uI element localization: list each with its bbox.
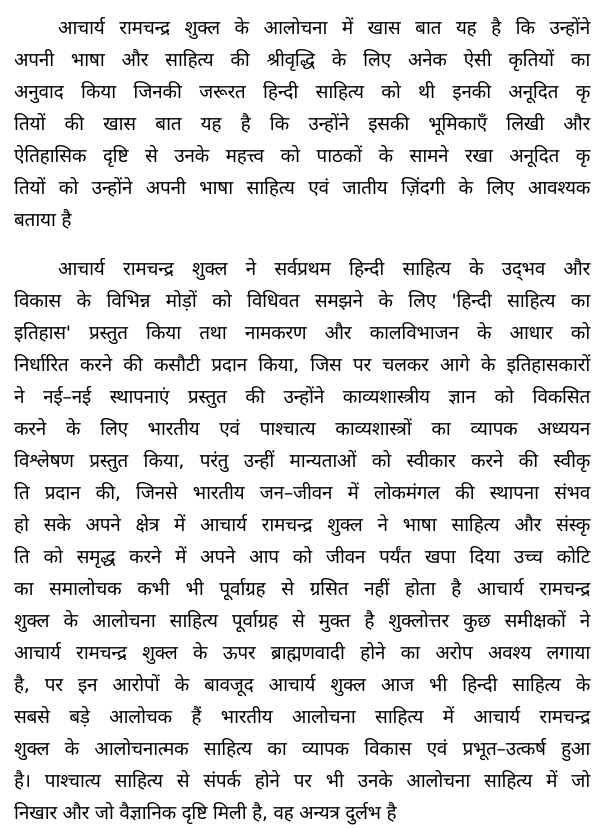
text-line: शुक्ल के आलोचनात्मक साहित्य का व्यापक विकास एवं प्रभूत–उत्कर्ष हुआ: [14, 738, 590, 760]
text-line: ति प्रदान की, जिनसे भारतीय जन–जीवन में लोकमंगल की स्थापना संभव: [14, 482, 590, 504]
text-line: इतिहास' प्रस्तुत किया तथा नामकरण और कालविभाजन के आधार को: [14, 322, 590, 344]
text-line: आचार्य रामचन्द्र शुक्ल के आलोचना में खास बात यह है कि उन्होंने: [58, 17, 590, 39]
text-line: निर्धारित करने की कसौटी प्रदान किया, जिस पर चलकर आगे के इतिहासकारों: [14, 354, 590, 376]
text-line: ऐतिहासिक दृष्टि से उनके महत्त्व को पाठकों के सामने रखा अनूदित कृ: [14, 145, 590, 167]
text-line: विकास के विभिन्न मोड़ों को विधिवत समझने के लिए 'हिन्दी साहित्य का: [14, 290, 590, 312]
text-line: आचार्य रामचन्द्र शुक्ल के ऊपर ब्राह्मणवादी होने का अरोप अवश्य लगाया: [14, 642, 590, 664]
text-line: है, पर इन आरोपों के बावजूद आचार्य शुक्ल आज भी हिन्दी साहित्य के: [14, 674, 590, 696]
text-line: अनुवाद किया जिनकी जरूरत हिन्दी साहित्य को थी इनकी अनूदित कृ: [14, 81, 590, 103]
paragraph-1: [0, 12, 600, 236]
text-line: शुक्ल के आलोचना साहित्य पूर्वाग्रह से मुक्त है शुक्लोत्तर कुछ समीक्षकों ने: [14, 610, 590, 632]
text-line: हो सके अपने क्षेत्र में आचार्य रामचन्द्र शुक्ल ने भाषा साहित्य और संस्कृ: [14, 514, 590, 536]
text-line: तियों की खास बात यह है कि उन्होंने इसकी भूमिकाएँ लिखी और: [14, 113, 590, 135]
text-line: ने नई–नई स्थापनाएं प्रस्तुत की उन्होंने काव्यशास्त्रीय ज्ञान को विकसित: [14, 386, 590, 408]
text-line: निखार और जो वैज्ञानिक दृष्टि मिली है, वह अन्यत्र दुर्लभ है: [14, 802, 397, 824]
text-line: ति को समृद्ध करने में अपने आप को जीवन पर्यंत खपा दिया उच्च कोटि: [14, 546, 590, 568]
text-line: अपनी भाषा और साहित्य की श्रीवृद्धि के लिए अनेक ऐसी कृतियों का: [14, 49, 590, 71]
text-line: है। पाश्चात्य साहित्य से संपर्क होने पर भी उनके आलोचना साहित्य में जो: [14, 770, 590, 792]
text-line: विश्लेषण प्रस्तुत किया, परंतु उन्हीं मान्यताओं को स्वीकार करने की स्वीकृ: [14, 450, 590, 472]
paragraph-2: [0, 253, 600, 829]
text-line: सबसे बड़े आलोचक हैं भारतीय आलोचना साहित्य में आचार्य रामचन्द्र: [14, 706, 590, 728]
text-line: करने के लिए भारतीय एवं पाश्चात्य काव्यशास्त्रों का व्यापक अध्ययन: [14, 418, 590, 440]
text-line: का समालोचक कभी भी पूर्वाग्रह से ग्रसित नहीं होता है आचार्य रामचन्द्र: [14, 578, 590, 600]
text-line: आचार्य रामचन्द्र शुक्ल ने सर्वप्रथम हिन्दी साहित्य के उद्‌भव और: [58, 258, 590, 280]
text-line: बताया है: [14, 209, 72, 231]
text-line: तियों को उन्होंने अपनी भाषा साहित्य एवं जातीय ज़िंदगी के लिए आवश्यक: [14, 177, 590, 199]
